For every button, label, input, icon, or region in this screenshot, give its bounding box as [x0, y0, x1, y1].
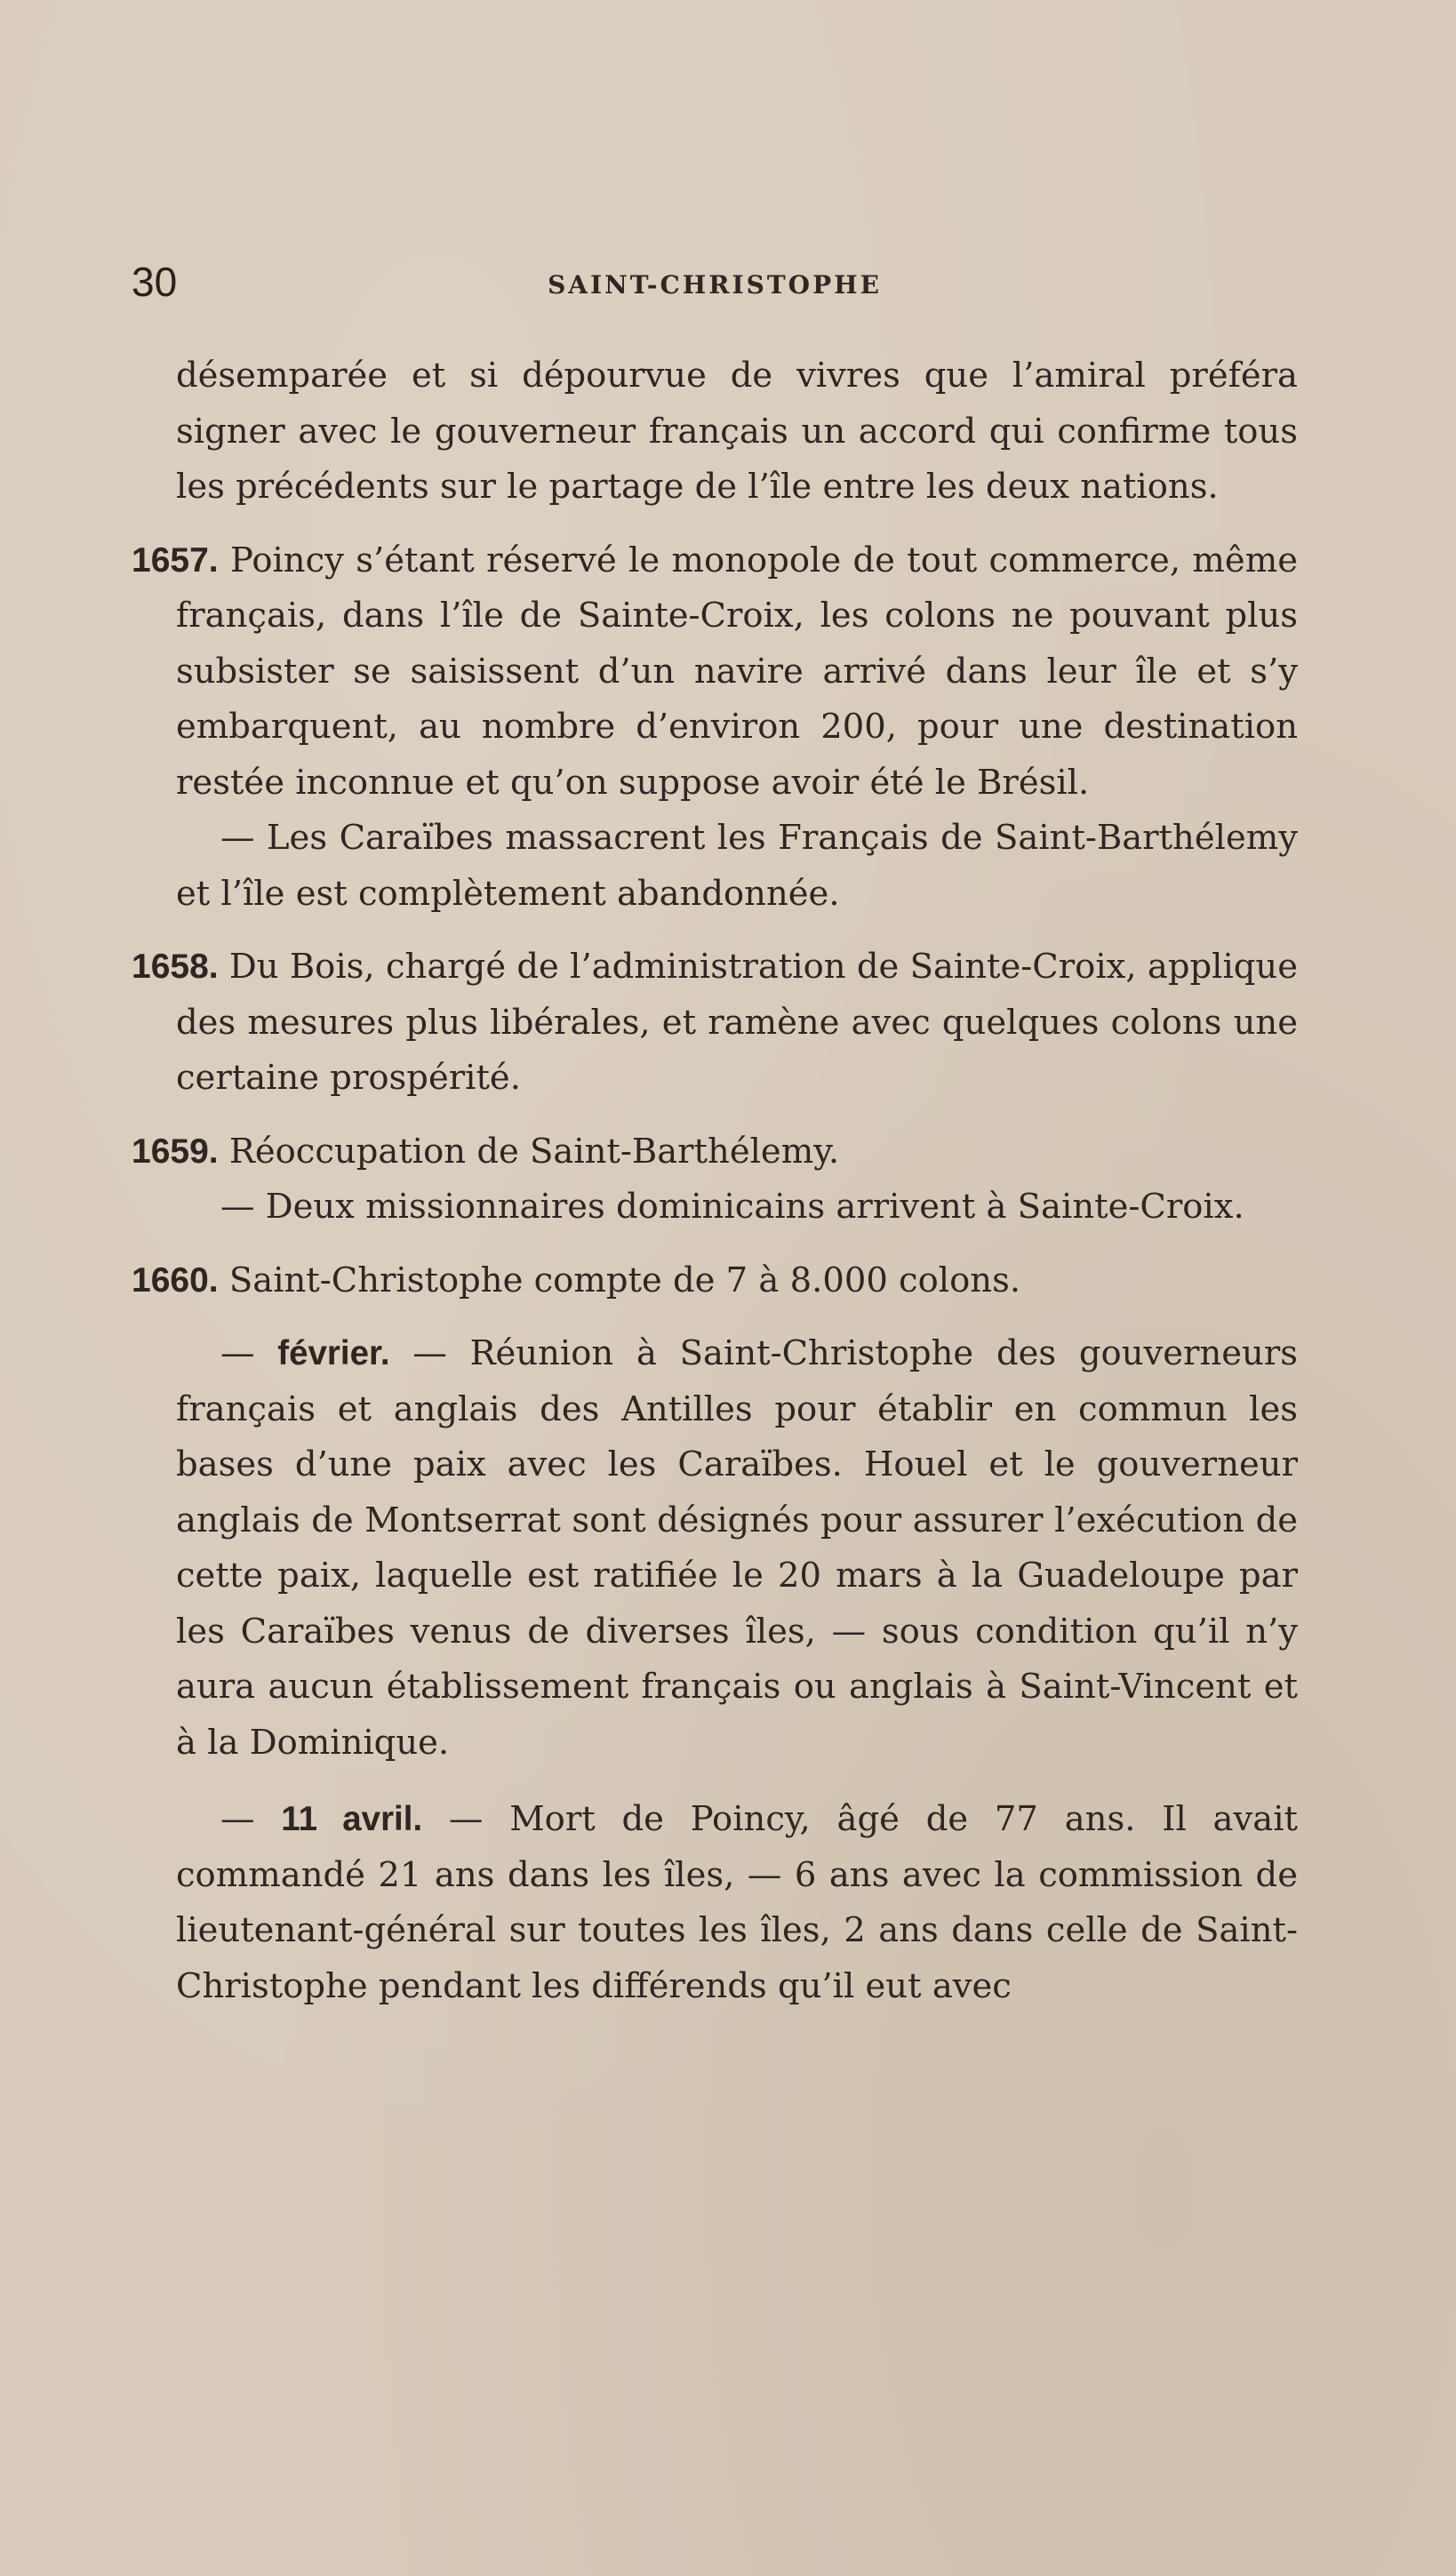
- entry-year: 1657.: [132, 540, 219, 580]
- page-header: [132, 258, 1298, 311]
- entry-text: Poincy s’étant réservé le monopole de tout commerce, même français, dans l’île de Sainte-Croix, les colons ne pouvant plus subsister se saisissent d’un navire arrivé dans leur île et s’y embarquent, au nombre d’environ 200, pour une destination restée inconnue et qu’on suppose avoir été le Brésil.: [176, 540, 1298, 803]
- running-head: SAINT-CHRISTOPHE: [548, 270, 882, 300]
- paragraph-date: 11 avril.: [281, 1800, 423, 1838]
- entry-1660: [132, 1253, 1298, 1309]
- body-text: [132, 348, 1298, 2014]
- entry-text: Saint-Christophe compte de 7 à 8.000 colons.: [228, 1260, 1021, 1300]
- paragraph-fevrier: [132, 1326, 1298, 1771]
- entry-text: Réoccupation de Saint-Barthélemy.: [228, 1131, 840, 1172]
- entry-year: 1658.: [132, 948, 219, 986]
- paragraph-text: — Réunion à Saint-Christophe des gouverneurs français et anglais des Antilles pour établir en commun les bases d’une paix avec les Caraïbes. Houel et le gouverneur anglais de Montserrat sont désignés pour assurer l’exécution de cette paix, laquelle est ratifiée le 20 mars à la Guadeloupe par les Caraïbes venus de diverses îles, — sous condition qu’il n’y aura aucun établissement français ou anglais à Saint-Vincent et à la Dominique.: [176, 1333, 1298, 1763]
- paragraph-text: — Les Caraïbes massacrent les Français de Saint-Barthélemy et l’île est complètement abandonnée.: [176, 818, 1298, 914]
- paragraph-saint-barthelemy-massacre: [132, 811, 1298, 922]
- entry-1658: [132, 940, 1298, 1107]
- entry-1657: [132, 533, 1298, 812]
- entry-year: 1660.: [132, 1260, 219, 1300]
- paragraph-date: février.: [277, 1334, 390, 1372]
- paragraph-text: — Deux missionnaires dominicains arrivent à Sainte-Croix.: [220, 1187, 1244, 1227]
- paragraph-text: désemparée et si dépourvue de vivres que l’amiral préféra signer avec le gouverneur français un accord qui confirme tous les précédents sur le partage de l’île entre les deux nations.: [176, 356, 1298, 507]
- paragraph-lead-dash: —: [220, 1799, 282, 1839]
- entry-year: 1659.: [132, 1132, 219, 1171]
- paragraph-text: — Mort de Poincy, âgé de 77 ans. Il avait commandé 21 ans dans les îles, — 6 ans avec la commission de lieutenant-général sur toutes les îles, 2 ans dans celle de Saint-Christophe pendant les différends qu’il eut avec: [176, 1799, 1298, 2006]
- entry-1659: [132, 1124, 1298, 1180]
- paragraph-continuation: [132, 348, 1298, 516]
- paragraph-11-avril: [132, 1792, 1298, 2014]
- paragraph-lead-dash: —: [220, 1333, 278, 1373]
- paragraph-missionaries: [132, 1180, 1298, 1236]
- page-number: 30: [132, 259, 178, 305]
- entry-text: Du Bois, chargé de l’administration de Sainte-Croix, applique des mesures plus libérales, et ramène avec quelques colons une certaine prospérité.: [176, 947, 1298, 1098]
